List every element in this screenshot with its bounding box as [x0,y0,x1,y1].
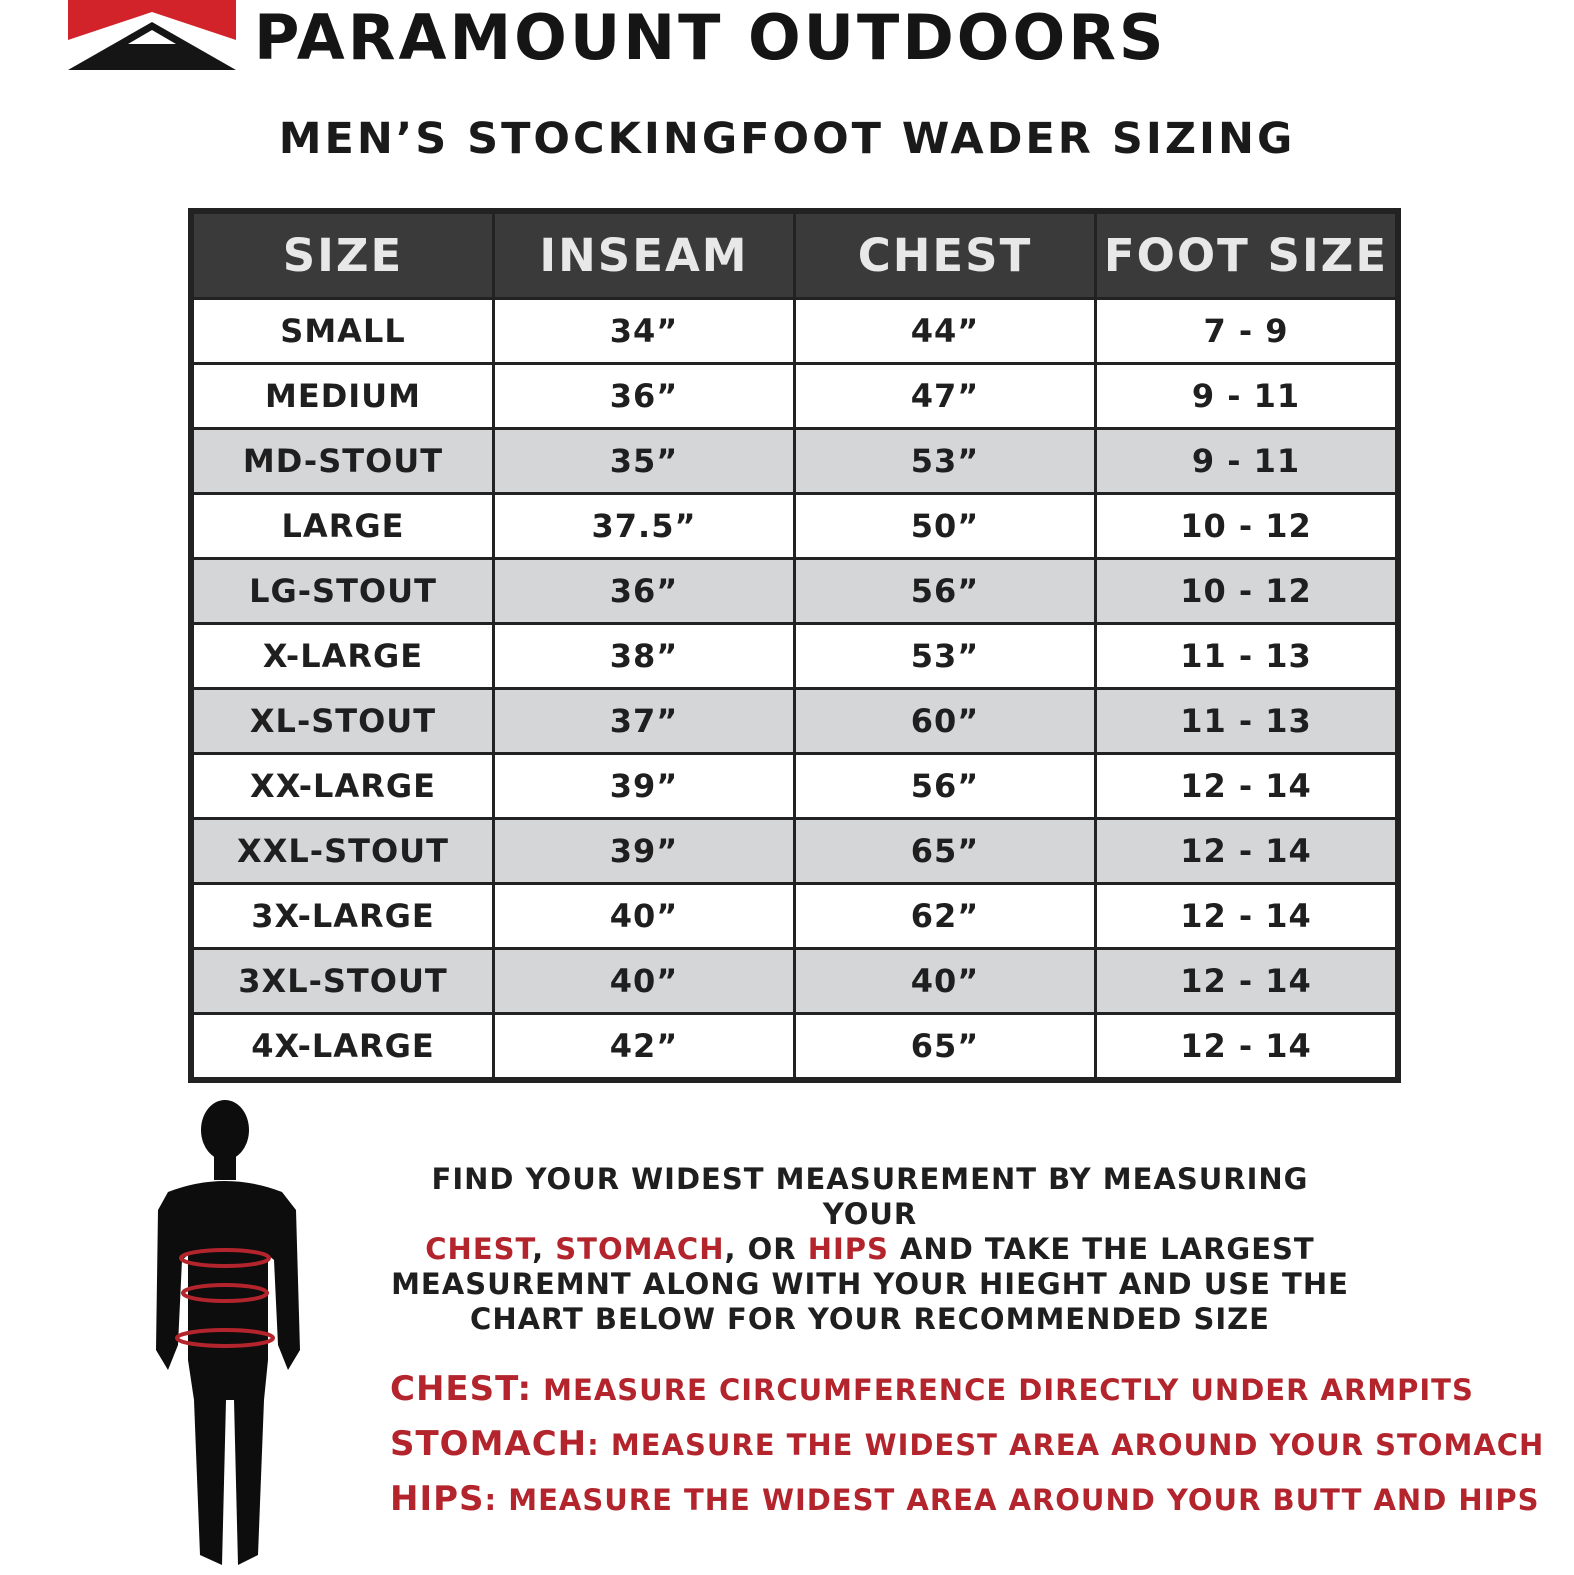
table-row [193,559,1397,624]
size-cell: MD-STOUT [193,429,494,494]
inseam-cell: 40” [494,884,795,949]
size-cell: 4X-LARGE [193,1014,494,1079]
instructions-line-1: FIND YOUR WIDEST MEASUREMENT BY MEASURING YOUR [431,1162,1309,1231]
table-row [193,429,1397,494]
chest-keyword: CHEST [425,1232,533,1266]
inseam-cell: 38” [494,624,795,689]
page-title: MEN’S STOCKINGFOOT WADER SIZING [278,114,1296,164]
chest-cell: 62” [795,884,1096,949]
inseam-cell: 36” [494,559,795,624]
header-size: SIZE [193,213,494,299]
chest-cell: 40” [795,949,1096,1014]
chest-cell: 50” [795,494,1096,559]
inseam-cell: 39” [494,819,795,884]
size-cell: LARGE [193,494,494,559]
instructions-line-4: CHART BELOW FOR YOUR RECOMMENDED SIZE [470,1302,1270,1336]
table-row [193,884,1397,949]
inseam-cell: 42” [494,1014,795,1079]
foot-size-cell: 12 - 14 [1096,1014,1397,1079]
foot-size-cell: 10 - 12 [1096,494,1397,559]
brand-header [68,0,1508,75]
chest-cell: 60” [795,689,1096,754]
size-cell: X-LARGE [193,624,494,689]
size-cell: 3X-LARGE [193,884,494,949]
inseam-cell: 39” [494,754,795,819]
table-row [193,494,1397,559]
body-measurement-figure-icon [150,1100,306,1565]
instructions-line-2: CHEST, STOMACH, OR HIPS AND TAKE THE LARGEST [425,1232,1315,1266]
chest-cell: 53” [795,624,1096,689]
chest-cell: 56” [795,754,1096,819]
table-row [193,819,1397,884]
inseam-cell: 40” [494,949,795,1014]
size-cell: XL-STOUT [193,689,494,754]
size-cell: XXL-STOUT [193,819,494,884]
chest-cell: 65” [795,1014,1096,1079]
header-chest: CHEST [795,213,1096,299]
foot-size-cell: 10 - 12 [1096,559,1397,624]
size-cell: SMALL [193,299,494,364]
chest-cell: 56” [795,559,1096,624]
foot-size-cell: 12 - 14 [1096,949,1397,1014]
size-cell: 3XL-STOUT [193,949,494,1014]
brand-name: PARAMOUNT OUTDOORS [254,1,1167,74]
definition-stomach: STOMACH: MEASURE THE WIDEST AREA AROUND YOUR STOMACH [390,1424,1545,1464]
size-table-container [188,208,1401,1083]
foot-size-cell: 11 - 13 [1096,624,1397,689]
table-row [193,1014,1397,1079]
size-table [191,211,1398,1080]
foot-size-cell: 9 - 11 [1096,364,1397,429]
table-row [193,364,1397,429]
size-cell: MEDIUM [193,364,494,429]
table-row [193,754,1397,819]
inseam-cell: 37.5” [494,494,795,559]
mountain-logo-icon [68,0,236,70]
foot-size-cell: 11 - 13 [1096,689,1397,754]
chest-cell: 53” [795,429,1096,494]
definition-hips: HIPS: MEASURE THE WIDEST AREA AROUND YOUR BUTT AND HIPS [390,1479,1540,1519]
stomach-keyword: STOMACH [555,1232,725,1266]
inseam-cell: 37” [494,689,795,754]
table-row [193,624,1397,689]
chest-cell: 44” [795,299,1096,364]
chest-cell: 47” [795,364,1096,429]
header-foot-size: FOOT SIZE [1096,213,1397,299]
size-cell: LG-STOUT [193,559,494,624]
table-row [193,949,1397,1014]
foot-size-cell: 9 - 11 [1096,429,1397,494]
inseam-cell: 35” [494,429,795,494]
inseam-cell: 36” [494,364,795,429]
table-row [193,299,1397,364]
measurement-definitions [390,1362,1545,1527]
measurement-instructions [380,1162,1360,1337]
chest-cell: 65” [795,819,1096,884]
table-row [193,689,1397,754]
definition-chest: CHEST: MEASURE CIRCUMFERENCE DIRECTLY UNDER ARMPITS [390,1369,1474,1409]
inseam-cell: 34” [494,299,795,364]
instructions-line-3: MEASUREMNT ALONG WITH YOUR HIEGHT AND USE THE [391,1267,1349,1301]
hips-keyword: HIPS [807,1232,889,1266]
foot-size-cell: 12 - 14 [1096,819,1397,884]
table-header-row [193,213,1397,299]
header-inseam: INSEAM [494,213,795,299]
foot-size-cell: 12 - 14 [1096,884,1397,949]
foot-size-cell: 12 - 14 [1096,754,1397,819]
foot-size-cell: 7 - 9 [1096,299,1397,364]
size-cell: XX-LARGE [193,754,494,819]
